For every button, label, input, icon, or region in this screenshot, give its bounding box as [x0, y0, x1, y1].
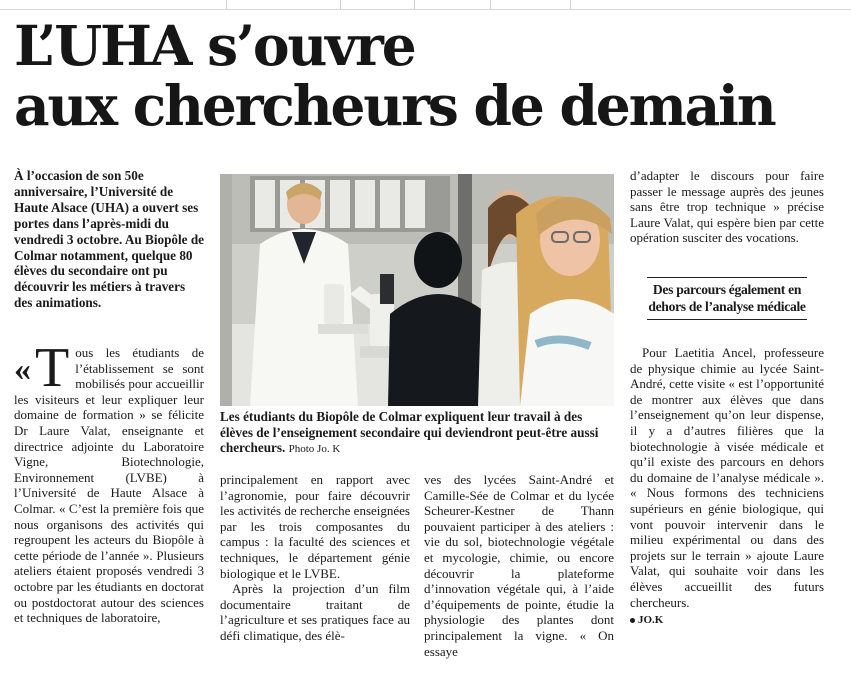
- signature-bullet-icon: [630, 618, 635, 623]
- signature-text: JO.K: [638, 614, 664, 627]
- top-rule: [0, 0, 851, 10]
- article-photo: [220, 174, 614, 406]
- lead-paragraph: À l’occasion de son 50e anniversaire, l’Université de Haute Alsace (UHA) a ouvert ses portes dans l’après-midi du vendredi 3 octobre. Au Biopôle de Colmar notamment, quelque 80 élèves du secondaire ont pu découvrir les métiers à travers des animations.: [14, 168, 205, 311]
- column-1-paragraph: ous les étudiants de l’établissement se sont mobilisés pour accueillir les visiteurs et leur expliquer leur domaine de formation » se félicite Dr Laure Valat, enseignante et directrice adjointe du Laboratoire Vigne, Biotechnologie, Environnement (LVBE) à l’Université de Haute Alsace à Colmar. « C’est la première fois que nous organisons des activités qui regroupent les acteurs du Biopôle à cette période de l’année ». Plusieurs ateliers étaient proposés vendredi 3 octobre par les étudiants en doctorat ou postdoctorat autour des sciences et techniques de laboratoire,: [14, 345, 204, 626]
- headline-line-1: L’UHA s’ouvre: [14, 13, 415, 78]
- article-lead: [14, 168, 204, 311]
- article-subheading: Des parcours également en dehors de l’analyse médicale: [647, 277, 807, 320]
- photo-caption: [220, 409, 614, 458]
- article-column-4-top: [630, 168, 824, 246]
- column-2-paragraph-2: Après la projection d’un film documentaire traitant de l’agriculture et ses pratiques face au défi climatique, des élè-: [220, 581, 410, 643]
- column-2-paragraph-1: principalement en rapport avec l’agronomie, pour faire découvrir les activités de recherche enseignées par les trois composantes du campus : la faculté des sciences et techniques, le département génie biologique et le LVBE.: [220, 472, 410, 581]
- column-3-paragraph-1: ves des lycées Saint-André et Camille-Sée de Colmar et du lycée Scheurer-Kestner de Thann pouvaient participer à des ateliers : vie du sol, biotechnologie végétale et mycologie, chimie, ou encore découvrir la plateforme d’innovation végétale qui, à l’aide d’équipements de pointe, étudie la physiologie des plantes dont principalement la vigne. « On essaye: [424, 472, 614, 659]
- article-column-1: [14, 337, 204, 626]
- article-column-2: [220, 472, 410, 644]
- article-column-3: [424, 472, 614, 659]
- drop-cap: T: [35, 337, 70, 399]
- article-column-4-bottom: [630, 345, 824, 629]
- headline-line-2: aux chercheurs de demain: [14, 73, 775, 138]
- caption-text: Les étudiants du Biopôle de Colmar expliquent leur travail à des élèves de l’enseignement secondaire qui deviendront peut-être aussi chercheurs.: [220, 409, 599, 456]
- opening-quote-mark: «: [14, 351, 31, 388]
- author-signature: [630, 613, 824, 629]
- lab-students-photo-illustration: [220, 174, 614, 406]
- article-headline: [14, 13, 844, 138]
- column-4-paragraph-2: Pour Laetitia Ancel, professeure de physique chimie au lycée Saint-André, cette visite « est l’opportunité de montrer aux élèves que dans l’enseignement qu’on leur dispense, il y a d’autres filières que la biotechnologie à visée médicale et qu’il existe des parcours en dehors du domaine de l’analyse médicale ». « Nous formons des techniciens supérieurs en génie biologique, qui vont pouvoir intervenir dans le milieu expérimental ou dans des projets sur le terrain » ajoute Laure Valat, qui souhaite voir dans les élèves accueillit des futurs chercheurs.: [630, 345, 824, 610]
- column-4-paragraph-1: d’adapter le discours pour faire passer le message auprès des jeunes sans être trop technique » précise Laure Valat, qui espère bien par cette opération susciter des vocations.: [630, 168, 824, 246]
- photo-credit: Photo Jo. K: [288, 443, 341, 456]
